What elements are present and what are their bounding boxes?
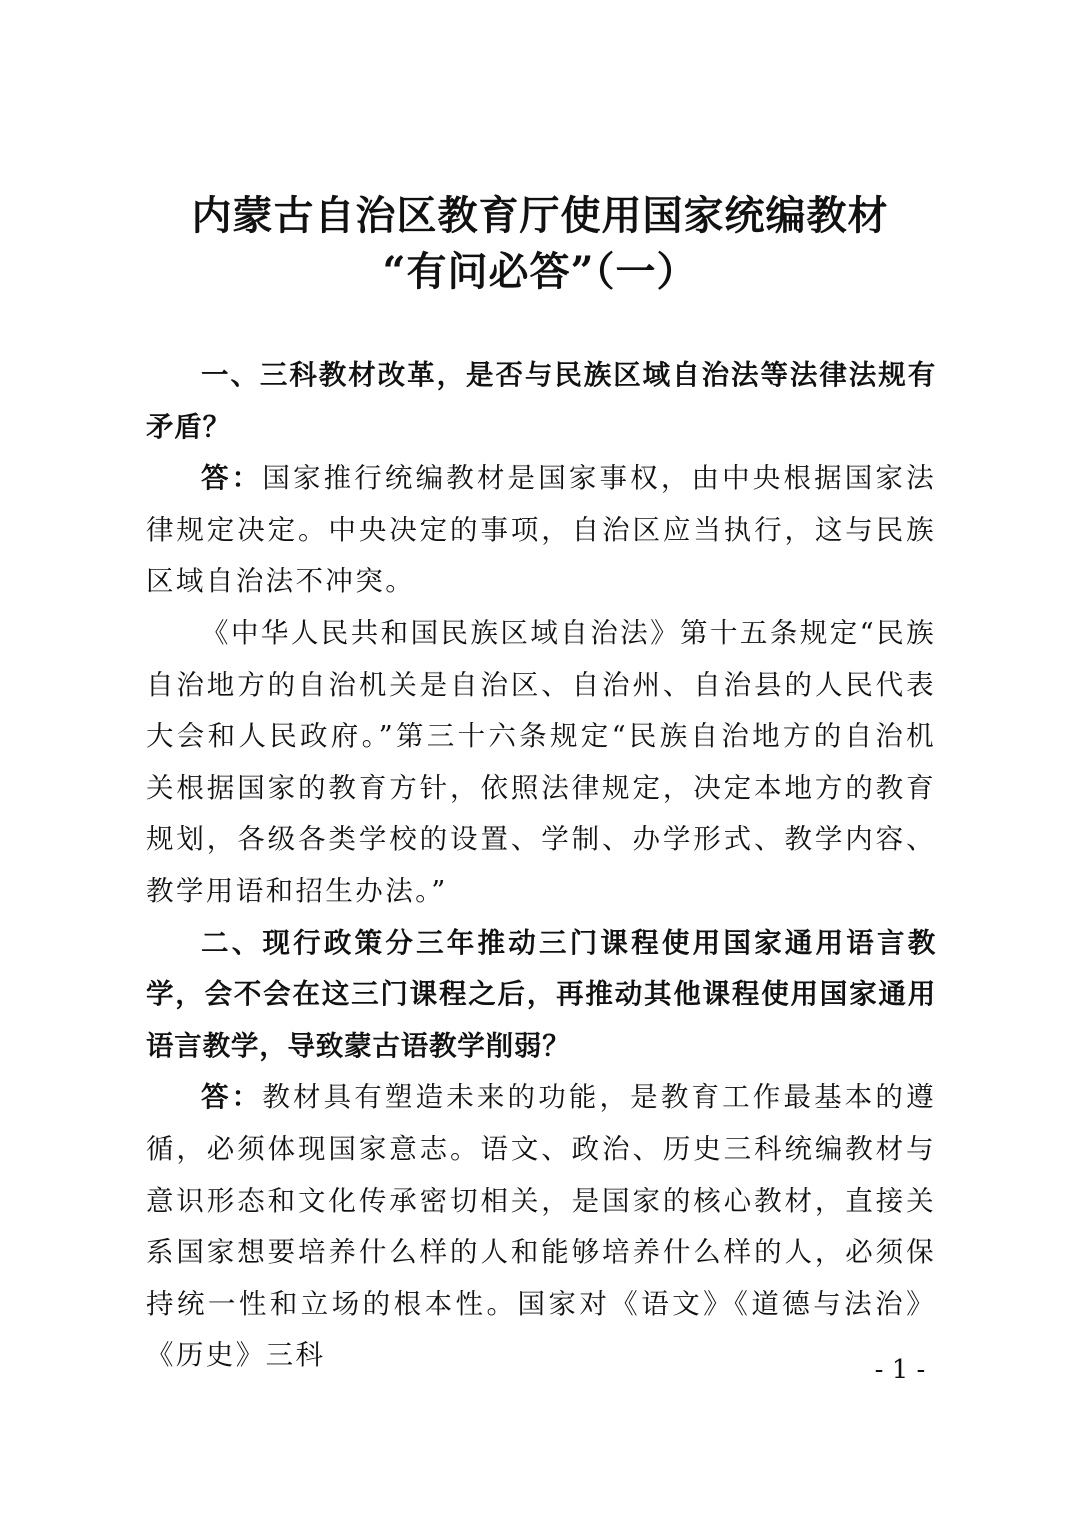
document-body	[146, 350, 936, 1382]
answer-2-label: 答：	[201, 1081, 263, 1114]
title-line-2: “有问必答”（一）	[382, 248, 698, 295]
question-1-text: 一、三科教材改革，是否与民族区域自治法等法律法规有矛盾？	[146, 359, 936, 443]
law-citation-text: 《中华人民共和国民族区域自治法》第十五条规定“民族自治地方的自治机关是自治区、自治州、自治县的人民代表大会和人民政府。”第三十六条规定“民族自治地方的自治机关根据国家的教育方针，依照法律规定，决定本地方的教育规划，各级各类学校的设置、学制、办学形式、教学内容、教学用语和招生办法。”	[146, 616, 936, 907]
question-2-text: 二、现行政策分三年推动三门课程使用国家通用语言教学，会不会在这三门课程之后，再推动其他课程使用国家通用语言教学，导致蒙古语教学削弱？	[146, 926, 936, 1062]
question-2	[146, 918, 936, 1073]
answer-2-text: 教材具有塑造未来的功能，是教育工作最基本的遵循，必须体现国家意志。语文、政治、历史三科统编教材与意识形态和文化传承密切相关，是国家的核心教材，直接关系国家想要培养什么样的人和能够培养什么样的人，必须保持统一性和立场的根本性。国家对《语文》《道德与法治》《历史》三科	[146, 1081, 936, 1372]
title-line-1: 内蒙古自治区教育厅使用国家统编教材	[191, 192, 889, 239]
question-1	[146, 350, 936, 453]
document-title	[0, 188, 1080, 300]
answer-1-label: 答：	[201, 462, 263, 495]
page-number: - 1 -	[874, 1355, 926, 1385]
answer-2	[146, 1072, 936, 1382]
law-citation-paragraph	[146, 608, 936, 918]
answer-1-text: 国家推行统编教材是国家事权，由中央根据国家法律规定决定。中央决定的事项，自治区应当执行，这与民族区域自治法不冲突。	[146, 462, 936, 598]
answer-1	[146, 453, 936, 608]
